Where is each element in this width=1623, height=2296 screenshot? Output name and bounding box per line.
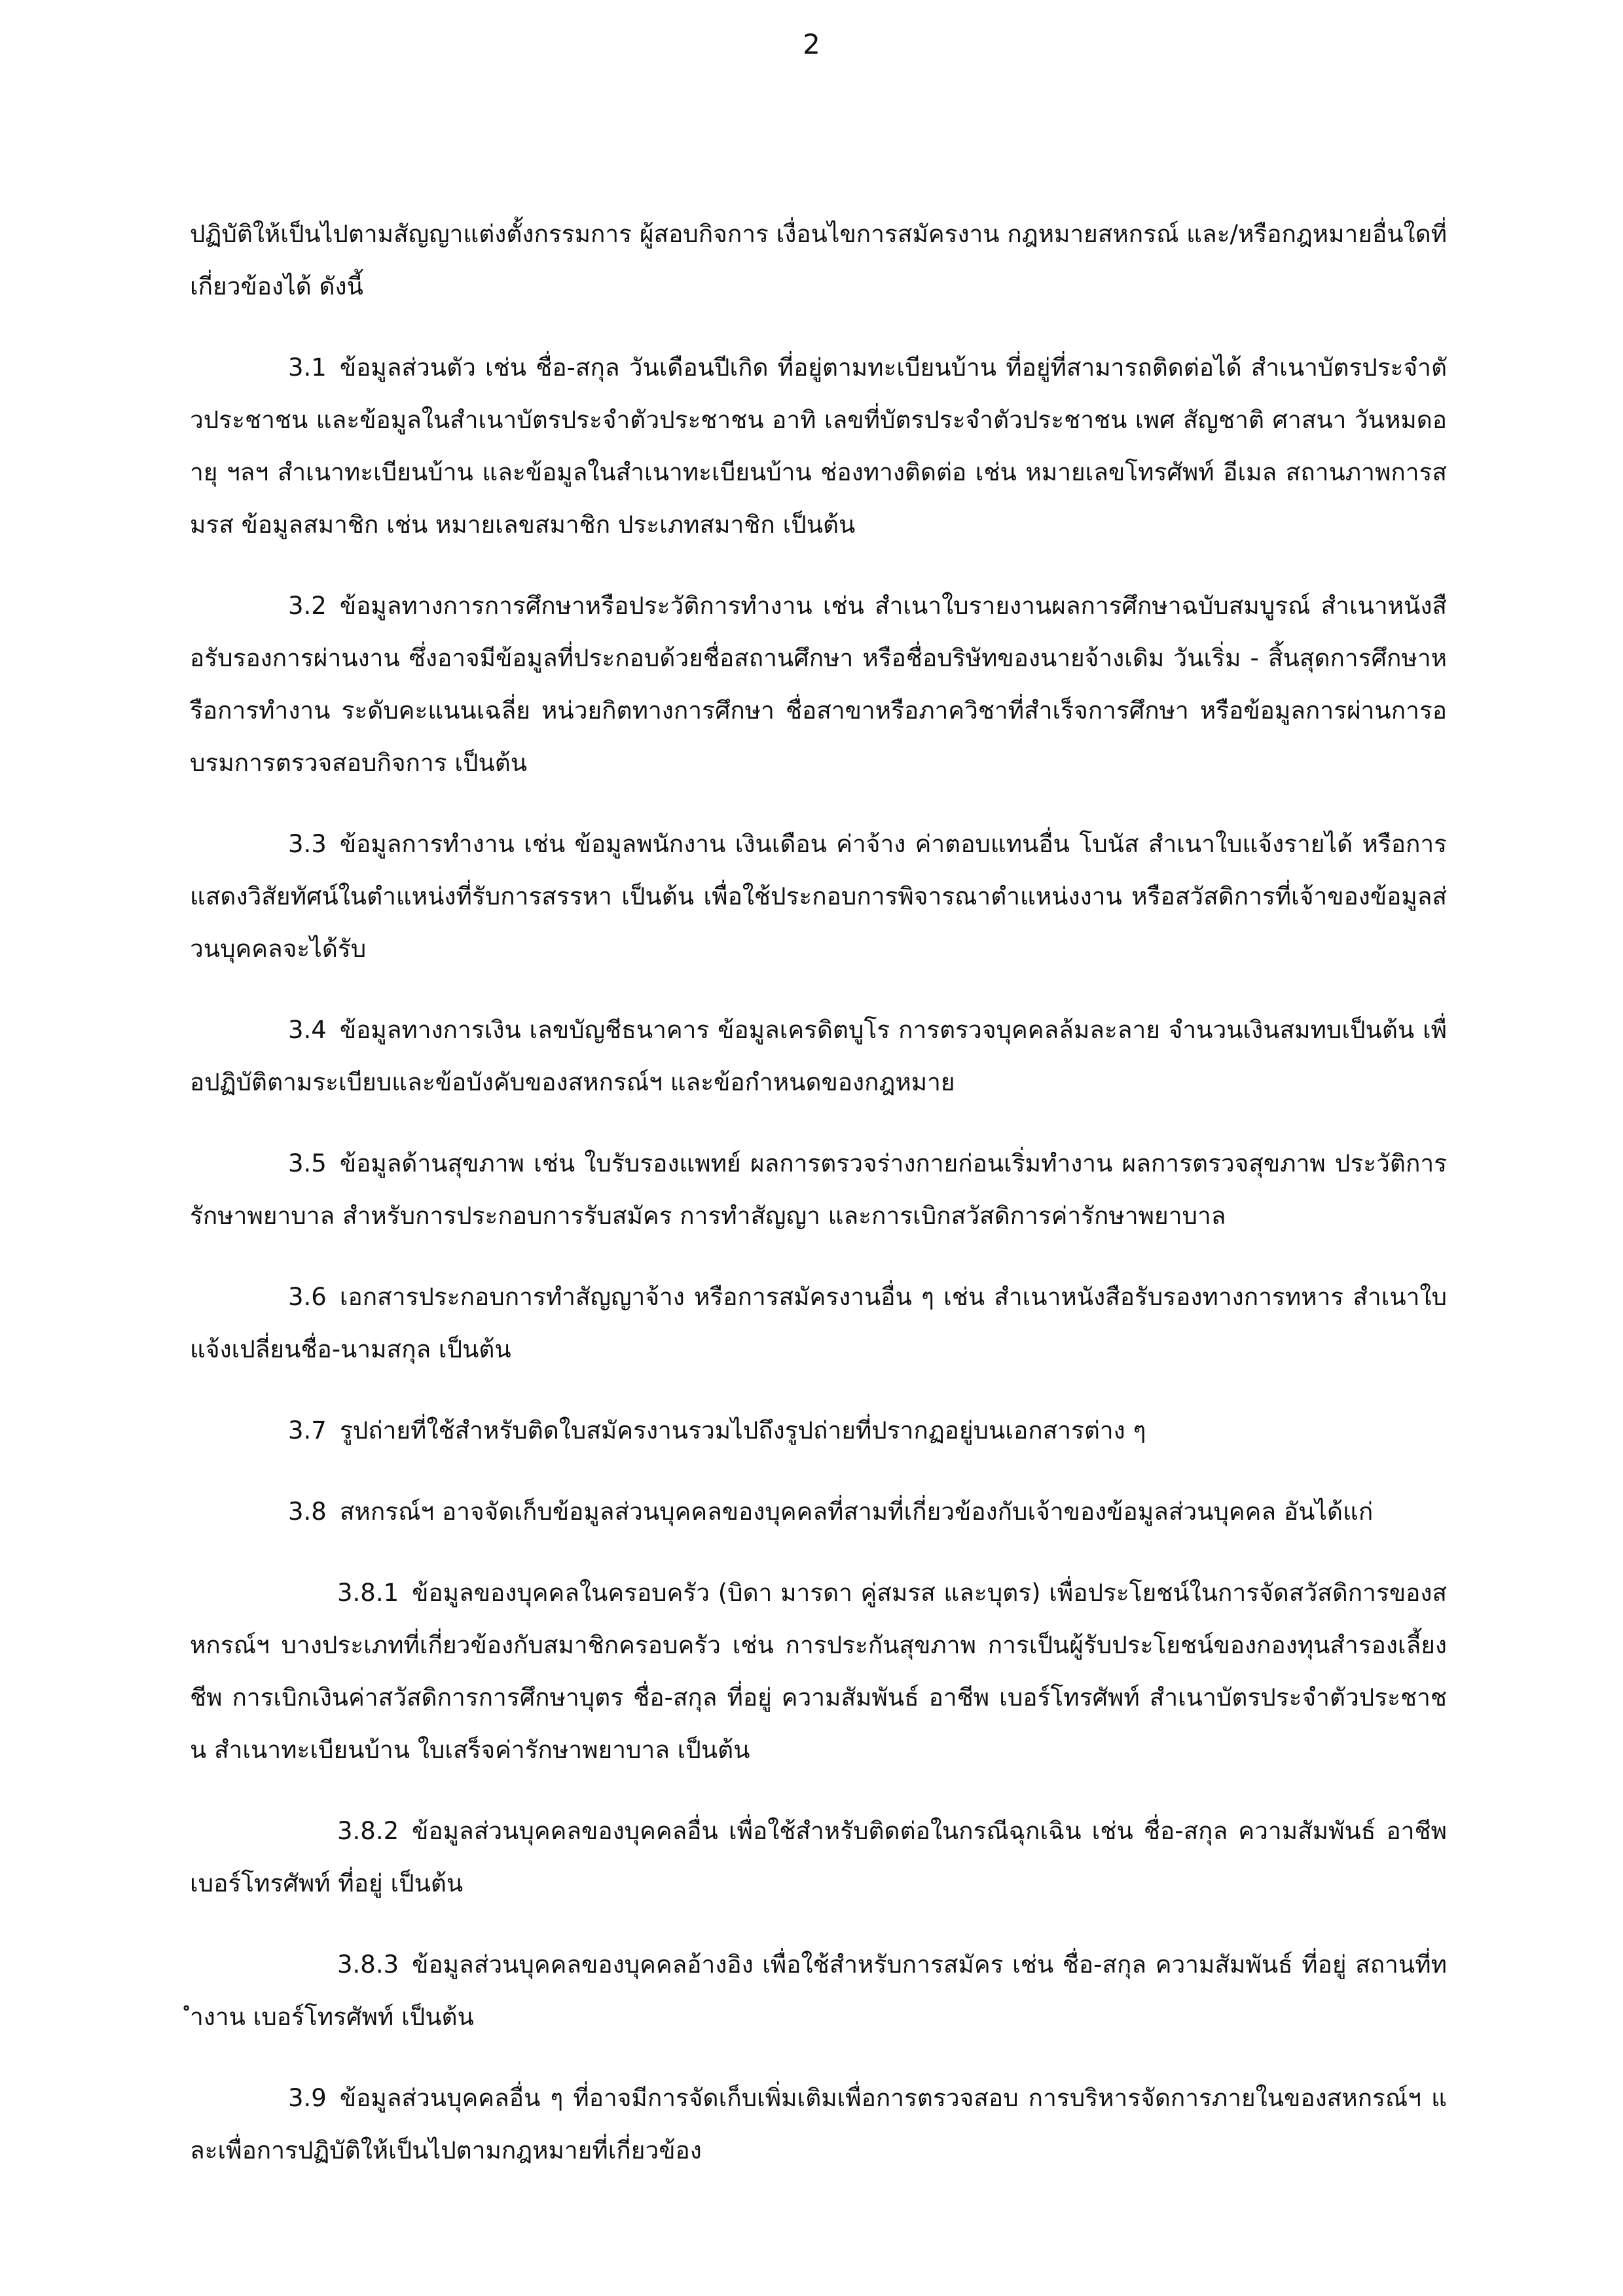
- item-number: 3.8: [288, 1498, 327, 1526]
- item-number: 3.5: [288, 1149, 327, 1177]
- document-body: [190, 208, 1447, 2206]
- paragraph-3-1: [190, 342, 1447, 551]
- item-number: 3.3: [288, 830, 327, 858]
- paragraph-intro: [190, 208, 1447, 313]
- item-number: 3.8.2: [337, 1817, 399, 1845]
- item-number: 3.9: [288, 2084, 327, 2112]
- item-number: 3.2: [288, 592, 327, 620]
- paragraph-text: ข้อมูลส่วนบุคคลของบุคคลอ้างอิง เพื่อใช้สำหรับการสมัคร เช่น ชื่อ-สกุล ความสัมพันธ์ ที่อยู่ สถานที่ทำงาน เบอร์โทรศัพท์ เป็นต้น: [190, 1950, 1447, 2031]
- item-number: 3.1: [288, 353, 327, 382]
- paragraph-3-9: [190, 2072, 1447, 2177]
- item-number: 3.8.1: [337, 1579, 399, 1607]
- paragraph-3-6: [190, 1271, 1447, 1376]
- paragraph-3-4: [190, 1004, 1447, 1109]
- paragraph-text: ข้อมูลของบุคคลในครอบครัว (บิดา มารดา คู่สมรส และบุตร) เพื่อประโยชน์ในการจัดสวัสดิการของสหกรณ์ฯ บางประเภทที่เกี่ยวข้องกับสมาชิกครอบครัว เช่น การประกันสุขภาพ การเป็นผู้รับประโยชน์ของกองทุนสำรองเลี้ยงชีพ การเบิกเงินค่าสวัสดิการการศึกษาบุตร ชื่อ-สกุล ที่อยู่ ความสัมพันธ์ อาชีพ เบอร์โทรศัพท์ สำเนาบัตรประจำตัวประชาชน สำเนาทะเบียนบ้าน ใบเสร็จค่ารักษาพยาบาล เป็นต้น: [190, 1579, 1447, 1764]
- paragraph-3-3: [190, 818, 1447, 975]
- paragraph-3-8-1: [190, 1567, 1447, 1776]
- paragraph-text: เอกสารประกอบการทำสัญญาจ้าง หรือการสมัครงานอื่น ๆ เช่น สำเนาหนังสือรับรองทางการทหาร สำเนาใบแจ้งเปลี่ยนชื่อ-นามสกุล เป็นต้น: [190, 1283, 1447, 1363]
- paragraph-3-2: [190, 580, 1447, 789]
- paragraph-text: รูปถ่ายที่ใช้สำหรับติดใบสมัครงานรวมไปถึงรูปถ่ายที่ปรากฏอยู่บนเอกสารต่าง ๆ: [339, 1416, 1146, 1444]
- paragraph-text: ข้อมูลด้านสุขภาพ เช่น ใบรับรองแพทย์ ผลการตรวจร่างกายก่อนเริ่มทำงาน ผลการตรวจสุขภาพ ประวัติการรักษาพยาบาล สำหรับการประกอบการรับสมัคร การทำสัญญา และการเบิกสวัสดิการค่ารักษาพยาบาล: [190, 1149, 1447, 1230]
- paragraph-text: ปฏิบัติให้เป็นไปตามสัญญาแต่งตั้งกรรมการ ผู้สอบกิจการ เงื่อนไขการสมัครงาน กฎหมายสหกรณ์ และ/หรือกฎหมายอื่นใดที่เกี่ยวข้องได้ ดังนี้: [190, 220, 1447, 300]
- paragraph-3-8-3: [190, 1939, 1447, 2043]
- page-number: 2: [803, 28, 820, 60]
- paragraph-text: สหกรณ์ฯ อาจจัดเก็บข้อมูลส่วนบุคคลของบุคคลที่สามที่เกี่ยวข้องกับเจ้าของข้อมูลส่วนบุคคล อันได้แก่: [339, 1498, 1374, 1526]
- paragraph-text: ข้อมูลทางการเงิน เลขบัญชีธนาคาร ข้อมูลเครดิตบูโร การตรวจบุคคลล้มละลาย จำนวนเงินสมทบเป็นต้น เพื่อปฏิบัติตามระเบียบและข้อบังคับของสหกรณ์ฯ และข้อกำหนดของกฎหมาย: [190, 1016, 1447, 1096]
- paragraph-3-7: [190, 1405, 1447, 1457]
- item-number: 3.6: [288, 1283, 327, 1311]
- item-number: 3.7: [288, 1416, 327, 1444]
- paragraph-text: ข้อมูลส่วนบุคคลของบุคคลอื่น เพื่อใช้สำหรับติดต่อในกรณีฉุกเฉิน เช่น ชื่อ-สกุล ความสัมพันธ์ อาชีพ เบอร์โทรศัพท์ ที่อยู่ เป็นต้น: [190, 1817, 1447, 1897]
- paragraph-text: ข้อมูลส่วนตัว เช่น ชื่อ-สกุล วันเดือนปีเกิด ที่อยู่ตามทะเบียนบ้าน ที่อยู่ที่สามารถติดต่อได้ สำเนาบัตรประจำตัวประชาชน และข้อมูลในสำเนาบัตรประจำตัวประชาชน อาทิ เลขที่บัตรประจำตัวประชาชน เพศ สัญชาติ ศาสนา วันหมดอายุ ฯลฯ สำเนาทะเบียนบ้าน และข้อมูลในสำเนาทะเบียนบ้าน ช่องทางติดต่อ เช่น หมายเลขโทรศัพท์ อีเมล สถานภาพการสมรส ข้อมูลสมาชิก เช่น หมายเลขสมาชิก ประเภทสมาชิก เป็นต้น: [190, 353, 1447, 539]
- paragraph-3-5: [190, 1138, 1447, 1242]
- item-number: 3.4: [288, 1016, 327, 1044]
- paragraph-text: ข้อมูลส่วนบุคคลอื่น ๆ ที่อาจมีการจัดเก็บเพิ่มเติมเพื่อการตรวจสอบ การบริหารจัดการภายในของสหกรณ์ฯ และเพื่อการปฏิบัติให้เป็นไปตามกฎหมายที่เกี่ยวข้อง: [190, 2084, 1447, 2164]
- paragraph-3-8-2: [190, 1805, 1447, 1910]
- paragraph-text: ข้อมูลการทำงาน เช่น ข้อมูลพนักงาน เงินเดือน ค่าจ้าง ค่าตอบแทนอื่น โบนัส สำเนาใบแจ้งรายได้ หรือการแสดงวิสัยทัศน์ในตำแหน่งที่รับการสรรหา เป็นต้น เพื่อใช้ประกอบการพิจารณาตำแหน่งงาน หรือสวัสดิการที่เจ้าของข้อมูลส่วนบุคคลจะได้รับ: [190, 830, 1447, 963]
- paragraph-3-8: [190, 1486, 1447, 1538]
- item-number: 3.8.3: [337, 1950, 399, 1979]
- paragraph-text: ข้อมูลทางการการศึกษาหรือประวัติการทำงาน เช่น สำเนาใบรายงานผลการศึกษาฉบับสมบูรณ์ สำเนาหนังสือรับรองการผ่านงาน ซึ่งอาจมีข้อมูลที่ประกอบด้วยชื่อสถานศึกษา หรือชื่อบริษัทของนายจ้างเดิม วันเริ่ม - สิ้นสุดการศึกษาหรือการทำงาน ระดับคะแนนเฉลี่ย หน่วยกิตทางการศึกษา ชื่อสาขาหรือภาควิชาที่สำเร็จการศึกษา หรือข้อมูลการผ่านการอบรมการตรวจสอบกิจการ เป็นต้น: [190, 592, 1447, 777]
